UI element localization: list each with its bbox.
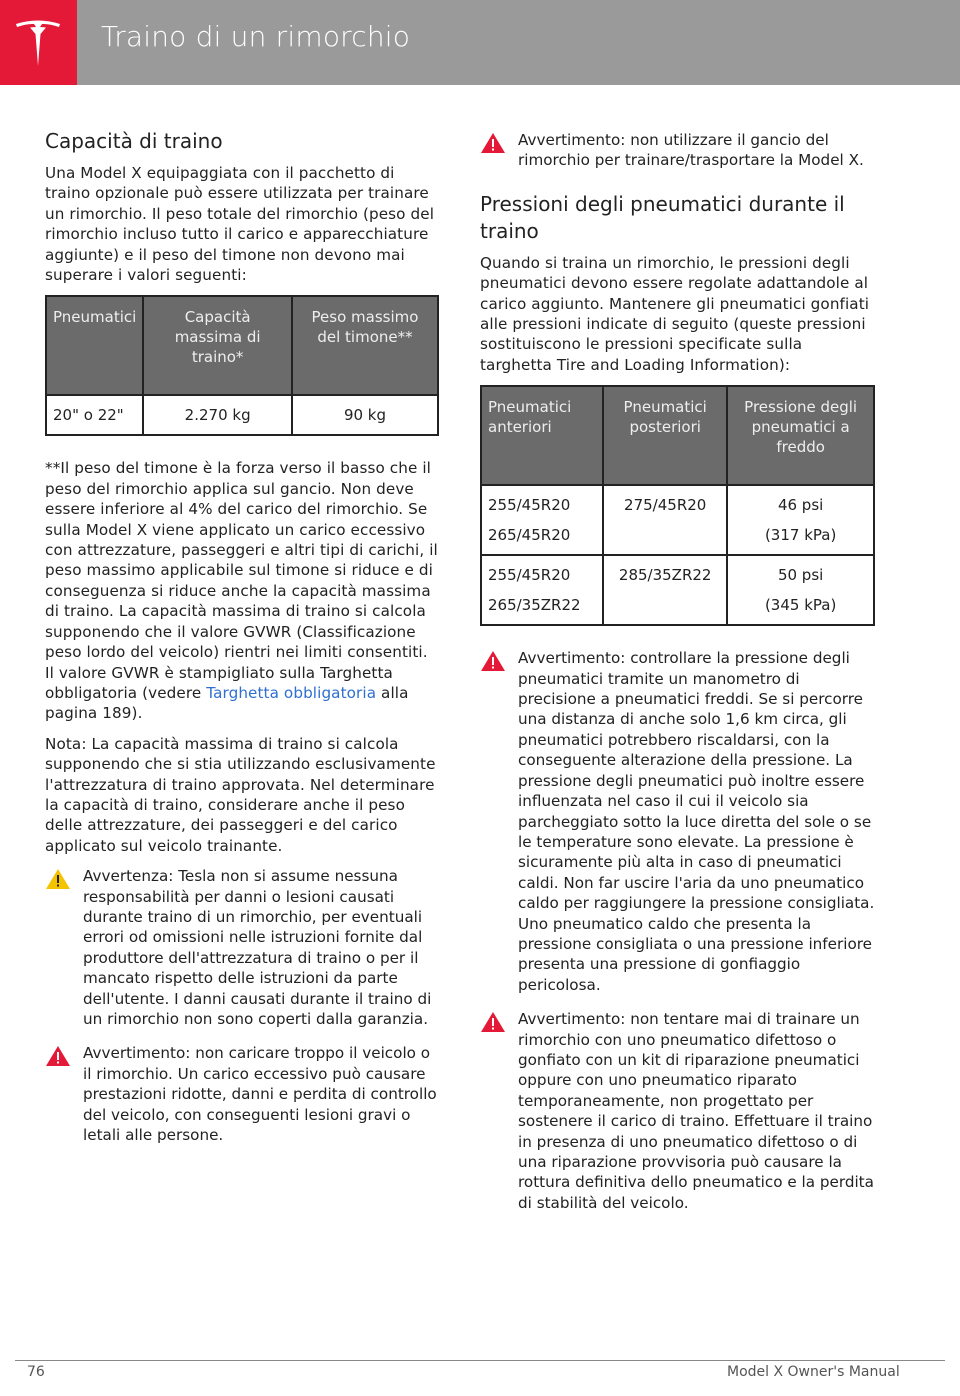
section-heading-tire-pressure: Pressioni degli pneumatici durante il traino (480, 191, 845, 243)
note-text-end: alla pagina 189). (45, 683, 409, 723)
warning-text: Avvertimento: non utilizzare il gancio del rimorchio per trainare/trasportare la Model X. (518, 131, 864, 170)
table-header-max-capacity: Capacità massima di traino* (143, 296, 292, 395)
section-heading-towing-capacity: Capacità di traino (45, 129, 223, 153)
tesla-logo (0, 0, 77, 85)
warning-text: Avvertimento: controllare la pressione degli pneumatici tramite un manometro di precisione a pneumatici freddi. Se si percorre una distanza di anche solo 1,6 km circa, gli pneumatici potrebbero riscaldarsi, con la conseguente alterazione della pressione. La pressione degli pneumatici può inoltre essere influenzata nel caso il cui il veicolo sia parcheggiato sotto la luce diretta del sole o se le temperature sono elevate. La pressione è sicuramente più alta in caso di pneumatici caldi. Non far uscire l'aria da uno pneumatico caldo per raggiungere la pressione consigliata. Uno pneumatico caldo che presenta la pressione consigliata o una pressione inferiore presenta una pressione di gonfiaggio pericolosa. (518, 649, 875, 994)
footer-divider (15, 1360, 945, 1361)
towing-intro-paragraph: Una Model X equipaggiata con il pacchetto di traino opzionale può essere utilizzata per trainare un rimorchio. Il peso totale del rimorchio (peso del rimorchio incluso tutto il carico e apparecchiature aggiunte) e il peso del timone non devono mai superare i valori seguenti: (45, 164, 435, 285)
tire-pressure-table (480, 385, 875, 626)
warning-block-hitch (480, 130, 875, 171)
table-row (481, 485, 874, 555)
tire-pressure-intro: Quando si traina un rimorchio, le pressioni degli pneumatici devono essere regolate adattandole al carico aggiunto. Mantenere gli pneumatici gonfiati alle pressioni indicate di seguito (queste pressioni sostituiscono le pressioni specificate sulla targhetta Tire and Loading Information): (480, 253, 870, 374)
pressure-psi: 50 psi (777, 566, 824, 585)
mandatory-label-link[interactable]: Targhetta obbligatoria (206, 683, 377, 702)
caution-text: Avvertenza: Tesla non si assume nessuna responsabilità per danni o lesioni causati durante traino di un rimorchio, per eventuali errori od omissioni nelle istruzioni fornite dal produttore dell'attrezzatura di traino o per il mancato rispetto delle istruzioni da parte dell'utente. I danni causati durante il traino di un rimorchio non sono coperti dalla garanzia. (83, 867, 432, 1028)
table-header-cold-pressure: Pressione degli pneumatici a freddo (727, 386, 874, 485)
nota-paragraph: Nota: La capacità massima di traino si calcola supponendo che si stia utilizzando esclusivamente l'attrezzatura di traino approvata. Nel determinare la capacità di traino, considerare anche il peso delle attrezzature, dei passeggeri e del carico applicato sul veicolo trainante. (45, 734, 436, 855)
towing-capacity-table (45, 295, 439, 436)
right-column (480, 130, 875, 1227)
table-cell (481, 555, 603, 625)
table-cell: 2.270 kg (143, 395, 292, 435)
tongue-weight-note (45, 458, 439, 723)
warning-triangle-icon (45, 1045, 71, 1067)
table-cell (727, 555, 874, 625)
table-row (46, 395, 438, 435)
tesla-logo-icon (13, 18, 63, 68)
pressure-kpa: (345 kPa) (764, 596, 837, 615)
table-header-front-tires: Pneumatici anteriori (481, 386, 603, 485)
table-header-rear-tires: Pneumatici posteriori (603, 386, 727, 485)
table-cell: 90 kg (292, 395, 438, 435)
table-header-tongue-weight: Peso massimo del timone** (292, 296, 438, 395)
page-number: 76 (27, 1364, 45, 1380)
table-header-tires: Pneumatici (46, 296, 143, 395)
manual-title: Model X Owner's Manual (727, 1364, 900, 1380)
left-column (45, 128, 439, 1159)
warning-triangle-icon (480, 132, 506, 154)
table-cell: 20" o 22" (46, 395, 143, 435)
warning-text: Avvertimento: non caricare troppo il veicolo o il rimorchio. Un carico eccessivo può causare prestazioni ridotte, danni e perdita di controllo del veicolo, con conseguenti lesioni gravi o letali alle persone. (83, 1044, 437, 1145)
page-header (0, 0, 960, 85)
caution-triangle-icon (45, 868, 71, 890)
warning-block-defective (480, 1009, 875, 1213)
warning-triangle-icon (480, 1011, 506, 1033)
table-cell: 275/45R20 (603, 485, 727, 555)
table-cell: 285/35ZR22 (603, 555, 727, 625)
tire-size: 255/45R20 (488, 566, 571, 585)
tire-size: 265/35ZR22 (488, 596, 581, 615)
warning-text: Avvertimento: non tentare mai di trainare un rimorchio con uno pneumatico difettoso o gonfiato con un kit di riparazione pneumatici oppure con uno pneumatico riparato temporaneamente, non progettato per sostenere il carico di traino. Effettuare il traino in presenza di uno pneumatico difettoso o di una riparazione provvisoria può causare la rottura definitiva dello pneumatico e la perdita di stabilità del veicolo. (518, 1010, 874, 1212)
table-cell (727, 485, 874, 555)
warning-block-pressure (480, 648, 875, 995)
table-cell (481, 485, 603, 555)
caution-block (45, 866, 439, 1029)
tire-size: 265/45R20 (488, 526, 571, 545)
page-title: Traino di un rimorchio (101, 20, 411, 53)
tire-size: 255/45R20 (488, 496, 571, 515)
pressure-kpa: (317 kPa) (764, 526, 837, 545)
warning-triangle-icon (480, 650, 506, 672)
pressure-psi: 46 psi (777, 496, 824, 515)
table-row (481, 555, 874, 625)
note-text: **Il peso del timone è la forza verso il basso che il peso del rimorchio applica sul gancio. Non deve essere inferiore al 4% del carico del rimorchio. Se sulla Model X viene applicato un carico eccessivo con attrezzature, passeggeri e altri tipi di carichi, il peso massimo applicabile sul timone si riduce e di conseguenza si riduce anche la capacità massima di traino. La capacità massima di traino si calcola supponendo che il valore GVWR (Classificazione peso lordo del veicolo) rientri nei limiti consentiti. Il valore GVWR è stampigliato sulla Targhetta obbligatoria (vedere (45, 459, 438, 702)
warning-block-overload (45, 1043, 439, 1145)
